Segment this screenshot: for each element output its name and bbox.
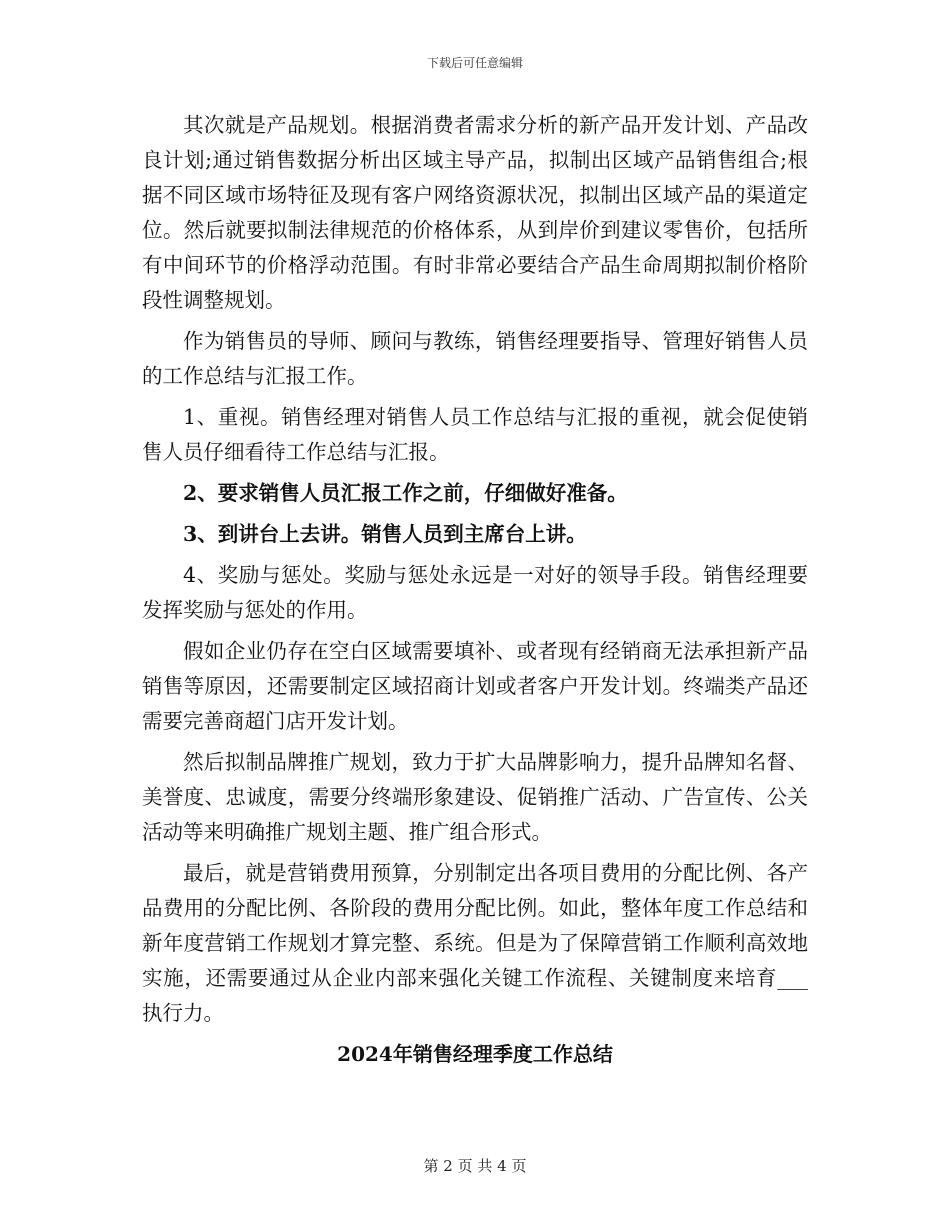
paragraph-brand-promotion: 然后拟制品牌推广规划，致力于扩大品牌影响力，提升品牌知名督、美誉度、忠诚度，需要分终端形象建设、促销推广活动、广告宣传、公关活动等来明确推广规划主题、推广组合形式。 — [142, 750, 808, 844]
page-header-note: 下载后可任意编辑 — [426, 56, 523, 70]
paragraph-item-1: 1、重视。销售经理对销售人员工作总结与汇报的重视，就会促使销售人员仔细看待工作总结与汇报。 — [142, 405, 808, 464]
paragraph-item-4: 4、奖励与惩处。奖励与惩处永远是一对好的领导手段。销售经理要发挥奖励与惩处的作用。 — [142, 563, 808, 622]
paragraph-item-3: 3、到讲台上去讲。销售人员到主席台上讲。 — [183, 522, 587, 546]
document-title: 2024年销售经理季度工作总结 — [337, 1042, 613, 1066]
paragraph-budget: 最后，就是营销费用预算，分别制定出各项目费用的分配比例、各产品费用的分配比例、各阶段的费用分配比例。如此，整体年度工作总结和新年度营销工作规划才算完整、系统。但是为了保障营销工作顺利高效地实施，还需要通过从企业内部来强化关键工作流程、关键制度来培育___执行力。 — [142, 861, 808, 1025]
paragraph-mentor-role: 作为销售员的导师、顾问与教练，销售经理要指导、管理好销售人员的工作总结与汇报工作。 — [142, 329, 808, 388]
document-body — [142, 108, 808, 1071]
paragraph-item-2: 2、要求销售人员汇报工作之前，仔细做好准备。 — [183, 481, 628, 505]
paragraph-recruitment-plan: 假如企业仍存在空白区域需要填补、或者现有经销商无法承担新产品销售等原因，还需要制定区域招商计划或者客户开发计划。终端类产品还需要完善商超门店开发计划。 — [142, 639, 808, 733]
paragraph-product-planning: 其次就是产品规划。根据消费者需求分析的新产品开发计划、产品改良计划;通过销售数据分析出区域主导产品，拟制出区域产品销售组合;根据不同区域市场特征及现有客户网络资源状况，拟制出区域产品的渠道定位。然后就要拟制法律规范的价格体系，从到岸价到建议零售价，包括所有中间环节的价格浮动范围。有时非常必要结合产品生命周期拟制价格阶段性调整规划。 — [142, 113, 808, 312]
page-number: 第 2 页 共 4 页 — [423, 1157, 527, 1175]
